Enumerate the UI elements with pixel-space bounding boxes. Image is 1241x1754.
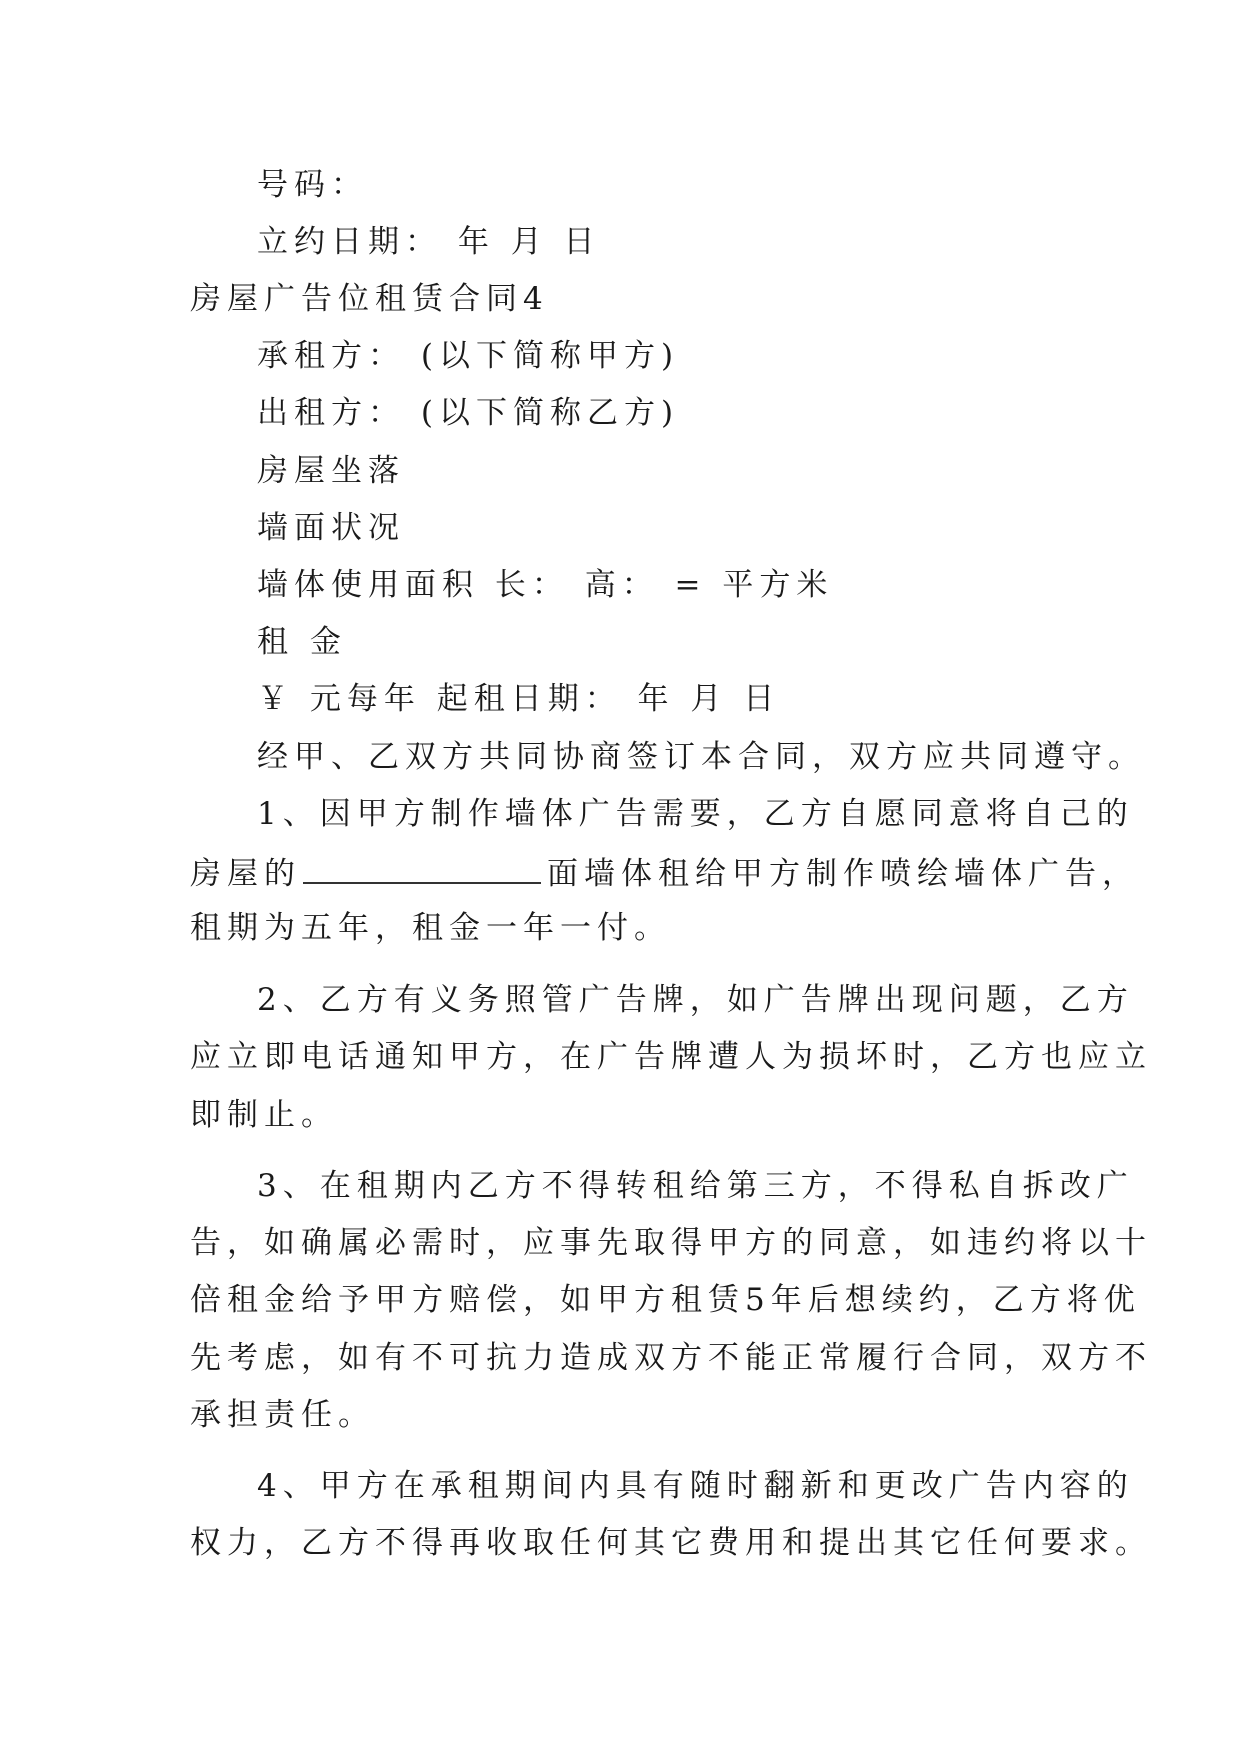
- lessee-party: 承租方： (以下简称甲方): [257, 338, 680, 374]
- clause-2-line-2: 应立即电话通知甲方，在广告牌遭人为损坏时，乙方也应立: [190, 1039, 1152, 1075]
- preamble: 经甲、乙双方共同协商签订本合同，双方应共同遵守。: [257, 739, 1145, 775]
- clause-1-line-3: 租期为五年，租金一年一付。: [190, 910, 671, 946]
- rent-label: 租 金: [257, 624, 347, 660]
- lessor-party: 出租方： (以下简称乙方): [257, 395, 680, 431]
- clause-3-line-4: 先考虑，如有不可抗力造成双方不能正常履行合同，双方不: [190, 1340, 1152, 1376]
- clause-3-line-5: 承担责任。: [190, 1397, 375, 1433]
- wall-condition-label: 墙面状况: [257, 510, 405, 546]
- sign-date-field: 立约日期： 年 月 日: [257, 224, 601, 260]
- clause-3-line-2: 告，如确属必需时，应事先取得甲方的同意，如违约将以十: [190, 1225, 1152, 1261]
- clause-2-line-1: 2、乙方有义务照管广告牌，如广告牌出现问题，乙方: [257, 982, 1134, 1018]
- rent-and-start-date: ￥ 元每年 起租日期： 年 月 日: [257, 681, 781, 717]
- wall-direction-blank: [303, 856, 541, 884]
- property-location-label: 房屋坐落: [257, 453, 405, 489]
- clause-3-line-3: 倍租金给予甲方赔偿，如甲方租赁5年后想续约，乙方将优: [190, 1282, 1141, 1318]
- clause-1-line-2: [190, 856, 1139, 890]
- clause-1-prefix: 房屋的: [190, 856, 301, 892]
- clause-4-line-2: 权力，乙方不得再收取任何其它费用和提出其它任何要求。: [190, 1525, 1152, 1561]
- clause-4-line-1: 4、甲方在承租期间内具有随时翻新和更改广告内容的: [257, 1468, 1134, 1504]
- document-title: 房屋广告位租赁合同4: [190, 281, 549, 317]
- clause-1-suffix: 面墙体租给甲方制作喷绘墙体广告，: [547, 856, 1139, 892]
- clause-3-line-1: 3、在租期内乙方不得转租给第三方，不得私自拆改广: [257, 1168, 1134, 1204]
- clause-1-line-1: 1、因甲方制作墙体广告需要，乙方自愿同意将自己的: [257, 796, 1134, 832]
- clause-2-line-3: 即制止。: [190, 1097, 338, 1133]
- number-field: 号码：: [257, 167, 368, 203]
- wall-area-field: 墙体使用面积 长： 高： = 平方米: [257, 567, 834, 603]
